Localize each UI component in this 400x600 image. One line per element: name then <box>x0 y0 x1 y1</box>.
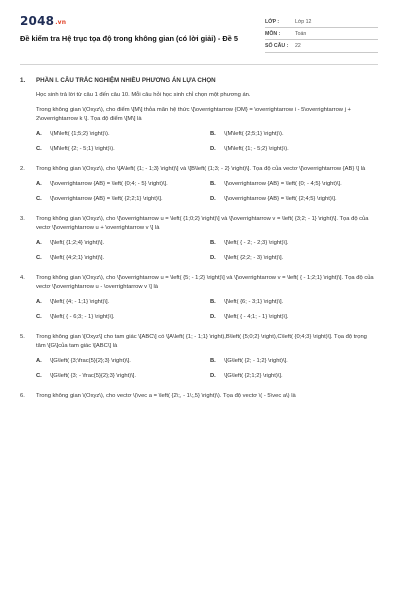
meta-row-class <box>265 16 378 28</box>
option-letter: B. <box>210 239 216 246</box>
option-text: \[\left( { - 6;3; - 1} \right)\]. <box>50 313 115 320</box>
answer-options <box>36 130 378 154</box>
answer-options <box>36 357 378 381</box>
option-text: \[\overrightarrow {AB} = \left( {0; - 4;5} \right)\]. <box>224 180 342 187</box>
answer-options <box>36 298 378 322</box>
option-b[interactable] <box>210 130 378 139</box>
question-text: Trong không gian \(Oxyz\), cho \[\overrightarrow u = \left( {1;0;2} \right)\] và \[\overrightarrow v = \left( {3;2; - 1} \right)\]. Tọa độ của vectơ \[\overrightarrow u + \overrightarrow v \] là <box>36 215 369 231</box>
meta-value: 22 <box>295 42 301 49</box>
option-text: \[\overrightarrow {AB} = \left( {2;2;1} \right)\]. <box>50 195 163 202</box>
option-a[interactable] <box>36 130 204 139</box>
header-left <box>20 14 255 44</box>
option-c[interactable] <box>36 313 204 322</box>
section-instructions: Học sinh trả lời từ câu 1 đến câu 10. Mỗi câu hỏi học sinh chỉ chọn một phương án. <box>36 91 251 98</box>
page-header <box>20 14 378 53</box>
question-stem <box>20 274 378 292</box>
question-stem <box>20 165 378 174</box>
option-d[interactable] <box>210 254 378 263</box>
question-1 <box>20 106 378 154</box>
question-stem <box>20 333 378 351</box>
option-letter: D. <box>210 195 216 202</box>
meta-value: Lớp 12 <box>295 18 312 25</box>
option-text: \[\left( {4;2;1} \right)\]. <box>50 254 105 261</box>
question-number: 6. <box>20 392 25 399</box>
site-logo[interactable] <box>20 14 255 28</box>
option-text: \(M\left( {2; - 5;1} \right)\). <box>50 145 115 152</box>
option-text: \[G\left( {3; - \frac{5}{2};3} \right)\]. <box>50 372 137 379</box>
option-d[interactable] <box>210 195 378 204</box>
logo-number: 2048 <box>20 14 55 28</box>
question-number: 5. <box>20 333 25 340</box>
option-a[interactable] <box>36 180 204 189</box>
question-3 <box>20 215 378 263</box>
question-stem <box>20 106 378 124</box>
meta-row-count <box>265 40 378 52</box>
question-text: Trong không gian \[Oxyz\] cho tam giác \[ABC\] có \[A\left( {1; - 1;1} \right),B\left( {5;0;2} \right),C\left( {0;4;3} \right)\]. Tọa độ trọng tâm \[G\]của tam giác \[ABC\] là <box>36 333 367 349</box>
option-letter: A. <box>36 298 42 305</box>
document-title: Đề kiểm tra Hệ trục tọa độ trong không gian (có lời giải) - Đề 5 <box>20 34 238 43</box>
question-text: Trong không gian \(Oxyz\), cho vectơ \(\vec a = \left( {2\;, - 1\;,5} \right)\). Tọa độ vectơ \( - 5\vec a\) là <box>36 392 296 399</box>
option-text: \[G\left( {3;\frac{5}{2};3} \right)\]. <box>50 357 131 364</box>
option-text: \[\left( { - 4;1; - 1} \right)\]. <box>224 313 289 320</box>
section-number: 1. <box>20 76 26 84</box>
logo-suffix: .vn <box>55 19 67 26</box>
option-letter: C. <box>36 145 42 152</box>
option-letter: C. <box>36 313 42 320</box>
option-c[interactable] <box>36 195 204 204</box>
meta-key: MÔN : <box>265 30 281 37</box>
question-number: 3. <box>20 215 25 222</box>
question-stem <box>20 392 378 401</box>
option-text: \[\left( {1;2;4} \right)\]. <box>50 239 105 246</box>
option-letter: A. <box>36 180 42 187</box>
option-d[interactable] <box>210 145 378 154</box>
option-text: \[\left( {6; - 3;1} \right)\]. <box>224 298 284 305</box>
option-letter: B. <box>210 357 216 364</box>
question-text: Trong không gian \(Oxyz\), cho điểm \[M\] thỏa mãn hệ thức \[\overrightarrow {OM} = \overrightarrow i - 5\overrightarrow j + 2\overrightarrow k \]. Tọa độ điểm \[M\] là <box>36 106 351 122</box>
option-d[interactable] <box>210 313 378 322</box>
option-letter: A. <box>36 130 42 137</box>
option-letter: A. <box>36 357 42 364</box>
question-2 <box>20 165 378 204</box>
option-text: \(M\left( {1; - 5;2} \right)\). <box>224 145 289 152</box>
section-title: PHẦN I. CÂU TRẮC NGHIỆM NHIỀU PHƯƠNG ÁN LỰA CHỌN <box>36 76 216 84</box>
option-a[interactable] <box>36 357 204 366</box>
question-text: Trong không gian \(Oxyz\), cho \[\overrightarrow u = \left( {5; - 1;2} \right)\] và \[\overrightarrow v = \left( { - 1;2;1} \right)\]. Tọa độ của vectơ \[\overrightarrow u - \overrightarrow v \] là <box>36 274 374 290</box>
option-c[interactable] <box>36 145 204 154</box>
meta-key: SỐ CÂU : <box>265 42 289 49</box>
meta-table <box>265 16 378 53</box>
option-b[interactable] <box>210 180 378 189</box>
option-text: \[\left( { - 2; - 2;3} \right)\]. <box>224 239 289 246</box>
option-letter: B. <box>210 130 216 137</box>
option-text: \(M\left( {2;5;1} \right)\). <box>224 130 284 137</box>
question-6 <box>20 392 378 401</box>
answer-options <box>36 239 378 263</box>
section-heading <box>20 77 378 84</box>
question-text: Trong không gian \(Oxyz\), cho \[A\left( {1; - 1;3} \right)\] và \[B\left( {1;3; - 2} \right)\]. Tọa độ của vectơ \[\overrightarrow {AB} \] là <box>36 165 366 172</box>
option-letter: D. <box>210 145 216 152</box>
option-letter: C. <box>36 195 42 202</box>
option-letter: B. <box>210 298 216 305</box>
option-text: \[G\left( {2;1;2} \right)\]. <box>224 372 283 379</box>
option-a[interactable] <box>36 298 204 307</box>
header-divider <box>20 64 378 65</box>
meta-row-subject <box>265 28 378 40</box>
option-c[interactable] <box>36 254 204 263</box>
option-b[interactable] <box>210 298 378 307</box>
option-text: \[\left( {4; - 1;1} \right)\]. <box>50 298 110 305</box>
question-5 <box>20 333 378 381</box>
question-number: 4. <box>20 274 25 281</box>
question-4 <box>20 274 378 322</box>
option-d[interactable] <box>210 372 378 381</box>
meta-value: Toán <box>295 30 307 37</box>
answer-options <box>36 180 378 204</box>
option-letter: C. <box>36 372 42 379</box>
option-text: \[\overrightarrow {AB} = \left( {2;4;5} \right)\]. <box>224 195 337 202</box>
option-text: \[\left( {2;2; - 3} \right)\]. <box>224 254 284 261</box>
option-text: \(M\left( {1;5;2} \right)\). <box>50 130 110 137</box>
option-letter: B. <box>210 180 216 187</box>
question-number: 2. <box>20 165 25 172</box>
option-a[interactable] <box>36 239 204 248</box>
option-letter: C. <box>36 254 42 261</box>
option-c[interactable] <box>36 372 204 381</box>
option-letter: D. <box>210 372 216 379</box>
option-letter: D. <box>210 254 216 261</box>
meta-key: LỚP : <box>265 18 280 25</box>
option-text: \[G\left( {2; - 1;2} \right)\]. <box>224 357 288 364</box>
option-text: \[\overrightarrow {AB} = \left( {0;4; - 5} \right)\]. <box>50 180 168 187</box>
option-b[interactable] <box>210 239 378 248</box>
option-letter: D. <box>210 313 216 320</box>
option-b[interactable] <box>210 357 378 366</box>
question-stem <box>20 215 378 233</box>
option-letter: A. <box>36 239 42 246</box>
